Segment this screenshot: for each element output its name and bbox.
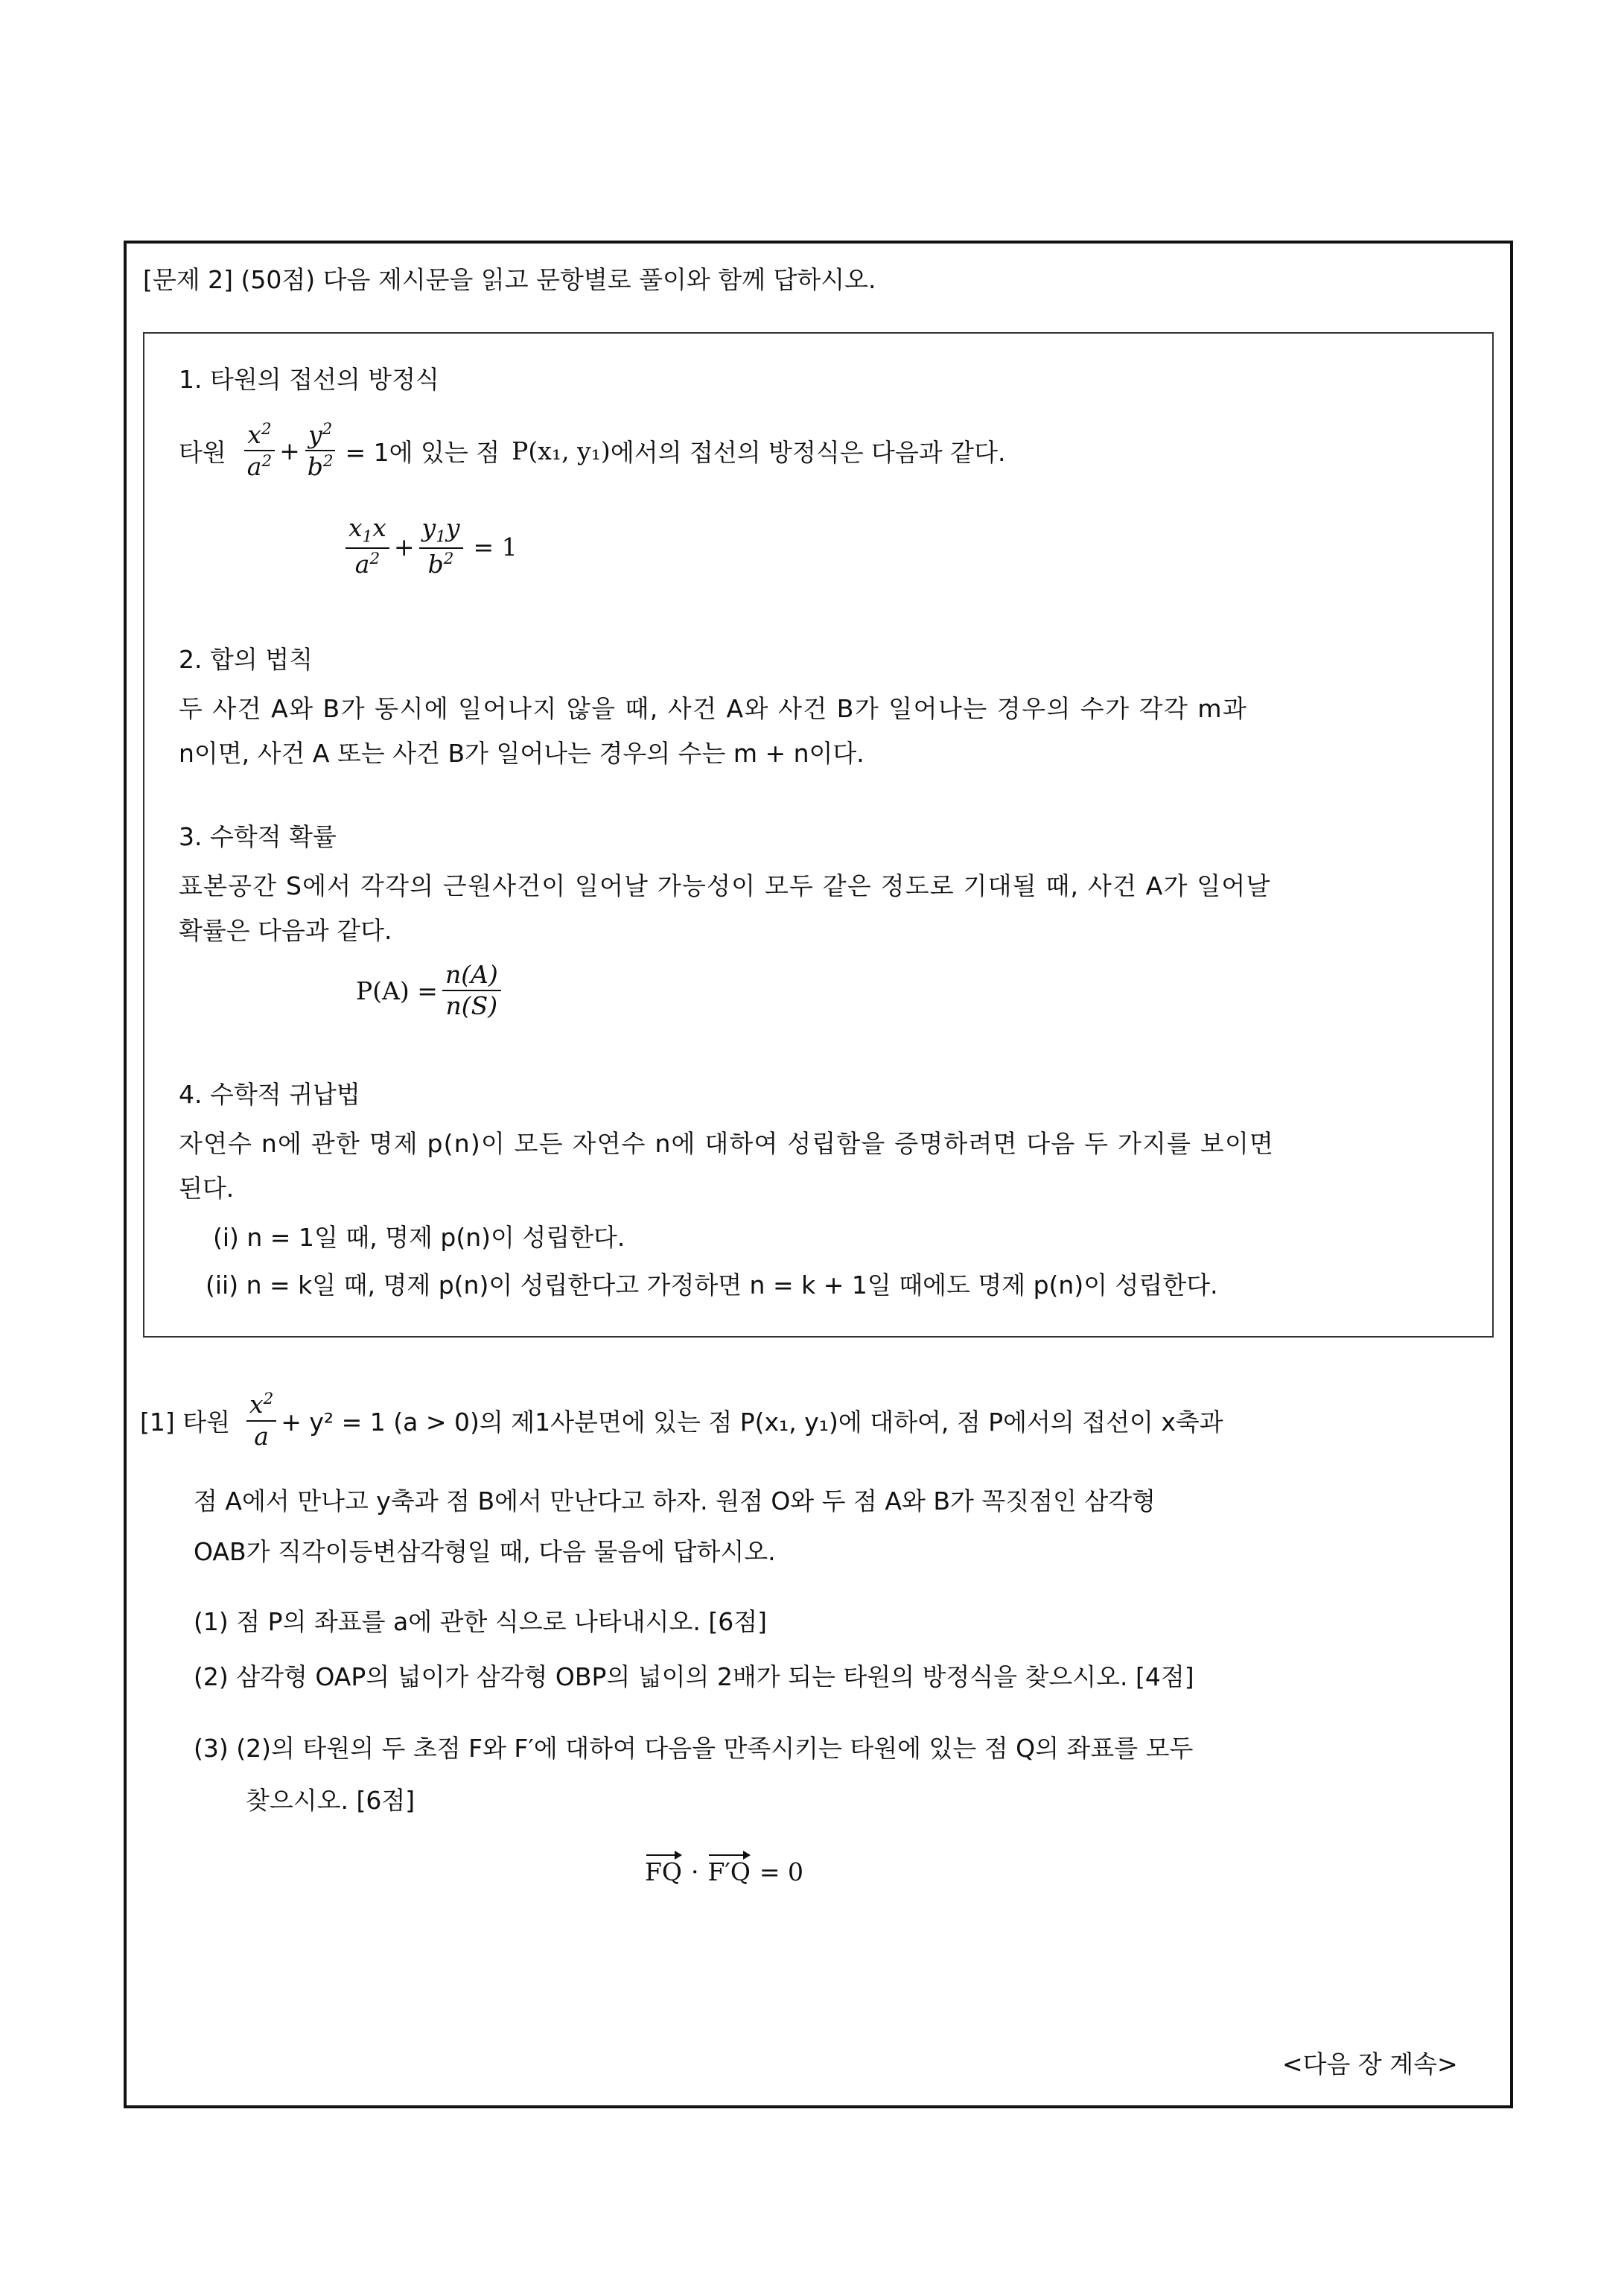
question-3-line-1: (3) (2)의 타원의 두 초점 F와 F′에 대하여 다음을 만족시키는 타원에 있는 점 Q의 좌표를 모두 (194, 1734, 1194, 1763)
problem-1-line-3: OAB가 직각이등변삼각형일 때, 다음 물음에 답하시오. (194, 1537, 776, 1566)
probability-fraction (442, 961, 501, 1020)
section-3-line-2: 확률은 다음과 같다. (179, 916, 392, 945)
tangent-equation: $\frac{x_1x}{a^2}$ + $\frac{y_1y}{b^2}$ = 1 (341, 509, 518, 584)
section-4-title: 4. 수학적 귀납법 (179, 1080, 360, 1109)
probability-lhs: P(A) = (356, 976, 438, 1005)
frac-x2-a: $\frac{x^2}{a}$ (246, 1390, 276, 1450)
ellipse-eq-tail: = 1에 있는 점 (345, 437, 500, 467)
problem-1-label: [1] 타원 (140, 1407, 230, 1437)
question-3-line-2: 찾으시오. [6점] (246, 1786, 415, 1815)
problem-1-rest: + y² = 1 (a > 0)의 제1사분면에 있는 점 P(x₁, y₁)에 대하여, 점 P에서의 접선이 x축과 (281, 1407, 1223, 1437)
dot-product-condition: FQ · F′Q = 0 (645, 1853, 803, 1886)
probability-num: n(A) (442, 961, 501, 991)
frac-x2-a2: $\frac{x^2}{a^2}$ (244, 421, 275, 481)
section-1-statement: 타원 $\frac{x^2}{a^2}$ + $\frac{y^2}{b^2}$ = 1에 있는 점 P(x₁, y₁) 에서의 접선의 방정식은 다음과 같다. (179, 419, 1006, 481)
question-2: (2) 삼각형 OAP의 넓이가 삼각형 OBP의 넓이의 2배가 되는 타원의 방정식을 찾으시오. [4점] (194, 1662, 1194, 1691)
probability-den: n(S) (445, 991, 498, 1020)
vector-f-prime-q: F′Q (707, 1853, 750, 1886)
problem-1-statement (140, 1379, 1223, 1461)
section-3-title: 3. 수학적 확률 (179, 822, 337, 851)
frac-y2-b2: $\frac{y^2}{b^2}$ (305, 421, 337, 481)
tangent-rhs: = 1 (473, 532, 518, 562)
question-1: (1) 점 P의 좌표를 a에 관한 식으로 나타내시오. [6점] (194, 1607, 767, 1636)
section-3-line-1: 표본공간 S에서 각각의 근원사건이 일어날 가능성이 모두 같은 정도로 기대될 때, 사건 A가 일어날 (179, 871, 1271, 900)
problem-header: [문제 2] (50점) 다음 제시문을 읽고 문항별로 풀이와 함께 답하시오. (143, 265, 876, 294)
dot-product-rhs: = 0 (759, 1857, 804, 1886)
problem-1-line-2: 점 A에서 만나고 y축과 점 B에서 만난다고 하자. 원점 O와 두 점 A와 B가 꼭짓점인 삼각형 (194, 1486, 1156, 1516)
induction-step-ii: (ii) n = k일 때, 명제 p(n)이 성립한다고 가정하면 n = k + 1일 때에도 명제 p(n)이 성립한다. (206, 1271, 1218, 1300)
section-2-line-1: 두 사건 A와 B가 동시에 일어나지 않을 때, 사건 A와 사건 B가 일어나는 경우의 수가 각각 m과 (179, 694, 1248, 723)
section-4-line-1: 자연수 n에 관한 명제 p(n)이 모든 자연수 n에 대하여 성립함을 증명하려면 다음 두 가지를 보이면 (179, 1129, 1275, 1158)
ellipse-lead: 타원 (179, 437, 226, 467)
probability-formula (356, 953, 506, 1028)
section-2-line-2: n이면, 사건 A 또는 사건 B가 일어나는 경우의 수는 m + n이다. (179, 739, 864, 768)
vector-fq: FQ (645, 1853, 682, 1886)
induction-step-i: (i) n = 1일 때, 명제 p(n)이 성립한다. (213, 1223, 625, 1252)
frac-x1x-a2: $\frac{x_1x}{a^2}$ (346, 515, 389, 578)
section-4-line-2: 된다. (179, 1174, 235, 1203)
tangent-intro: 에서의 접선의 방정식은 다음과 같다. (610, 437, 1006, 467)
section-2-title: 2. 합의 법칙 (179, 645, 313, 674)
section-1-title: 1. 타원의 접선의 방정식 (179, 365, 439, 394)
point-p: P(x₁, y₁) (512, 436, 611, 465)
frac-y1y-b2: $\frac{y_1y}{b^2}$ (419, 515, 463, 578)
continued-note: <다음 장 계속> (1282, 2049, 1458, 2079)
